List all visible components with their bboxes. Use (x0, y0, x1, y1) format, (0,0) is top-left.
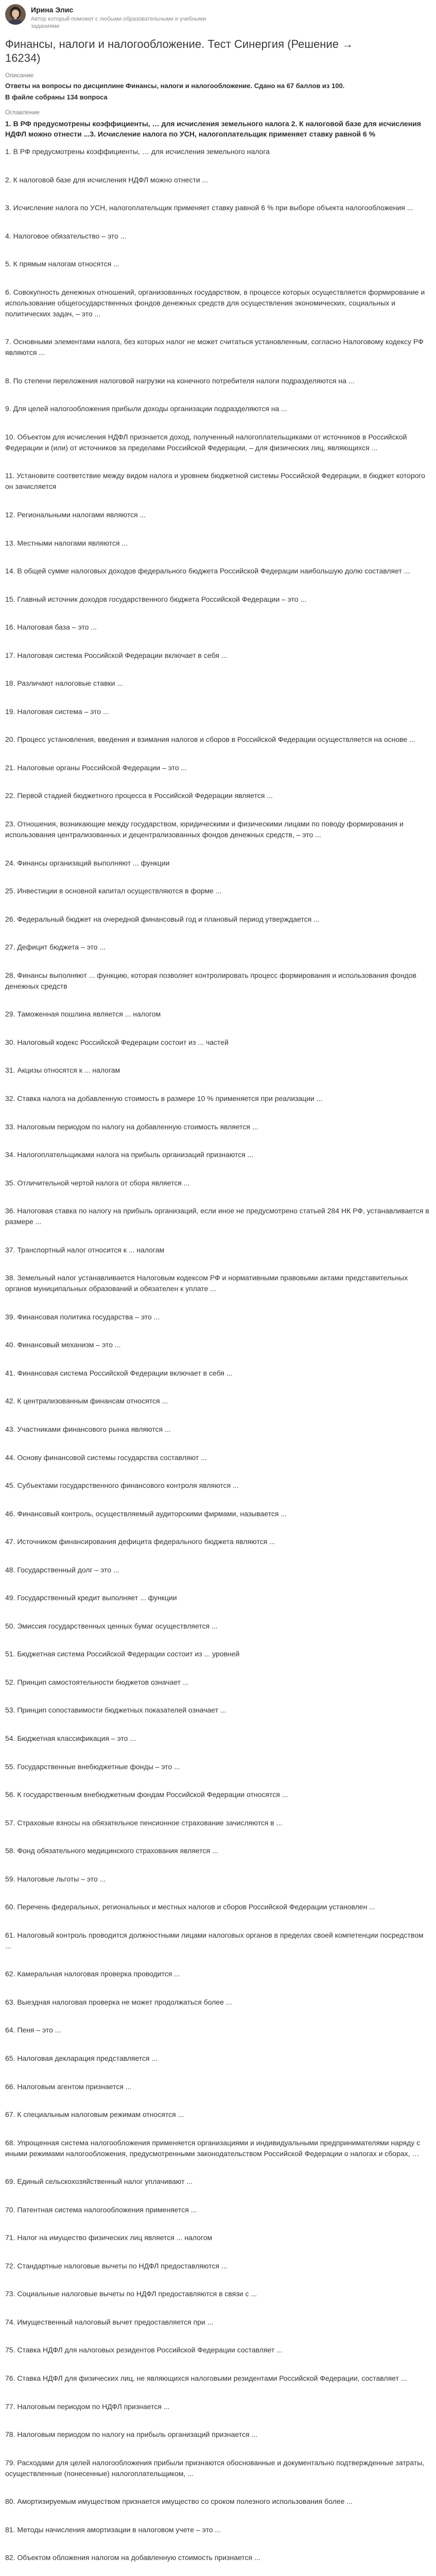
toc-item: 39. Финансовая политика государства – это ... (5, 1312, 160, 1321)
toc-item: 2. К налоговой базе для исчисления НДФЛ можно отнести ... (5, 175, 208, 184)
toc-item: 67. К специальным налоговым режимам относятся ... (5, 2110, 184, 2119)
author-info (31, 4, 216, 30)
toc-item: 65. Налоговая декларация представляется ... (5, 2054, 158, 2062)
toc-item: 7. Основными элементами налога, без которых налог не может считаться установленным, согласно Налоговому кодексу РФ являются ... (5, 337, 424, 357)
toc-item: 9. Для целей налогообложения прибыли доходы организации подразделяются на ... (5, 404, 287, 413)
toc-item: 4. Налоговое обязательство – это ... (5, 231, 127, 240)
toc-item: 36. Налоговая ставка по налогу на прибыль организаций, если иное не предусмотрено статьей 284 НК РФ, устанавливается в размере ... (5, 1207, 429, 1226)
toc-item: 59. Налоговые льготы – это ... (5, 1874, 106, 1883)
toc-item: 38. Земельный налог устанавливается Налоговым кодексом РФ и нормативными правовыми актами представительных органов муниципальных образований и обязателен к уплате ... (5, 1274, 408, 1293)
contents-label: Оглавление (5, 109, 40, 116)
description-question-count: В файле собраны 134 вопроса (5, 93, 108, 101)
page-title: Финансы, налоги и налогообложение. Тест Синергия (Решение → 16234) (5, 38, 354, 64)
toc-item: 51. Бюджетная система Российской Федерации состоит из ... уровней (5, 1650, 240, 1658)
toc-item: 19. Налоговая система – это ... (5, 707, 109, 716)
toc-item: 6. Совокупность денежных отношений, организованных государством, в процессе которых осуществляется формирование и использование общегосударственных фондов денежных средств для осуществления экономических, социальных и политических задач, – это ... (5, 287, 425, 318)
toc-item: 78. Налоговым периодом по налогу на прибыль организаций признается ... (5, 2430, 258, 2439)
toc-item: 33. Налоговым периодом по налогу на добавленную стоимость является ... (5, 1122, 258, 1131)
toc-item: 47. Источником финансирования дефицита федерального бюджета являются ... (5, 1537, 275, 1546)
toc-item: 76. Ставка НДФЛ для физических лиц, не являющихся налоговыми резидентами Российской Федерации, составляет ... (5, 2374, 407, 2383)
toc-item: 35. Отличительной чертой налога от сбора является ... (5, 1178, 190, 1187)
toc-item: 75. Ставка НДФЛ для налоговых резидентов Российской Федерации составляет ... (5, 2346, 283, 2354)
toc-item: 72. Стандартные налоговые вычеты по НДФЛ предоставляются ... (5, 2261, 228, 2270)
toc-item: 55. Государственные внебюджетные фонды – это ... (5, 1762, 180, 1771)
toc-item: 17. Налоговая система Российской Федерации включает в себя ... (5, 651, 228, 659)
toc-item: 1. В РФ предусмотрены коэффициенты, … для исчисления земельного налога (5, 147, 270, 156)
toc-item: 49. Государственный кредит выполняет ... функции (5, 1594, 177, 1602)
toc-item: 81. Методы начисления амортизации в налоговом учете – это ... (5, 2525, 221, 2534)
toc-item: 44. Основу финансовой системы государства составляют ... (5, 1453, 207, 1462)
toc-item: 58. Фонд обязательного медицинского страхования является ... (5, 1846, 218, 1855)
toc-item: 60. Перечень федеральных, региональных и местных налогов и сборов Российской Федерации установлен ... (5, 1903, 375, 1911)
toc-item: 28. Финансы выполняют ... функцию, которая позволяет контролировать процесс формирования и использования фондов денежных средств (5, 971, 416, 990)
toc-item: 66. Налоговым агентом признается ... (5, 2082, 132, 2091)
toc-item: 34. Налогоплательщиками налога на прибыль организаций признаются ... (5, 1150, 254, 1159)
toc-item: 20. Процесс установления, введения и взимания налогов и сборов в Российской Федерации осуществляется на основе ... (5, 735, 415, 744)
toc-item: 80. Амортизируемым имуществом признается имущество со сроком полезного использования более ... (5, 2497, 353, 2506)
toc-item: 74. Имущественный налоговый вычет предоставляется при ... (5, 2317, 214, 2326)
avatar-photo (5, 4, 26, 25)
toc-item: 29. Таможенная пошлина является ... налогом (5, 1010, 161, 1019)
author-name[interactable]: Ирина Элис (31, 6, 74, 14)
toc-item: 12. Региональными налогами являются ... (5, 511, 146, 519)
toc-item: 62. Камеральная налоговая проверка проводится ... (5, 1970, 180, 1978)
toc-item: 48. Государственный долг – это ... (5, 1565, 119, 1574)
toc-item: 73. Социальные налоговые вычеты по НДФЛ предоставляются в связи с ... (5, 2290, 257, 2298)
toc-item: 64. Пеня – это ... (5, 2026, 61, 2035)
description-text: Ответы на вопросы по дисциплине Финансы, налоги и налогообложение. Сдано на 67 баллов из 100. (5, 82, 345, 90)
toc-item: 27. Дефицит бюджета – это ... (5, 943, 106, 952)
toc-item: 42. К централизованным финансам относятся ... (5, 1397, 168, 1405)
toc-item: 31. Акцизы относятся к ... налогам (5, 1066, 120, 1075)
contents-summary: 1. В РФ предусмотрены коэффициенты, … для исчисления земельного налога 2. К налоговой базе для исчисления НДФЛ можно отнести ...3. Исчисление налога по УСН, налогоплательщик применяет ставку равной 6 % (5, 120, 421, 138)
toc-item: 71. Налог на имущество физических лиц является ... налогом (5, 2233, 213, 2242)
toc-item: 13. Местными налогами являются ... (5, 538, 128, 547)
toc-item: 37. Транспортный налог относится к ... налогам (5, 1245, 165, 1254)
toc-item: 82. Объектом обложения налогом на добавленную стоимость признается ... (5, 2553, 260, 2562)
contents-list (5, 146, 431, 2576)
toc-item: 43. Участниками финансового рынка являются ... (5, 1425, 171, 1433)
toc-item: 52. Принцип самостоятельности бюджетов означает ... (5, 1677, 189, 1686)
toc-item: 63. Выездная налоговая проверка не может продолжаться более ... (5, 1997, 232, 2006)
toc-item: 18. Различают налоговые ставки ... (5, 679, 124, 688)
toc-item: 22. Первой стадией бюджетного процесса в Российской Федерации является ... (5, 791, 273, 800)
toc-item: 56. К государственным внебюджетным фондам Российской Федерации относятся ... (5, 1790, 288, 1799)
author-block (5, 4, 431, 30)
toc-item: 16. Налоговая база – это ... (5, 623, 97, 632)
toc-item: 24. Финансы организаций выполняют ... функции (5, 858, 170, 867)
toc-item: 30. Налоговый кодекс Российской Федерации состоит из ... частей (5, 1038, 229, 1046)
toc-item: 68. Упрощенная система налогообложения применяется организациями и индивидуальными предпринимателями наряду с иными режимами налогообложения, предусмотренными законодательством Российской Федерации о налогах и сборах, … (5, 2138, 421, 2158)
toc-item: 25. Инвестиции в основной капитал осуществляются в форме ... (5, 887, 222, 895)
toc-item: 45. Субъектами государственного финансового контроля являются ... (5, 1481, 239, 1490)
toc-item: 14. В общей сумме налоговых доходов федерального бюджета Российской Федерации наибольшую долю составляет ... (5, 567, 410, 575)
toc-item: 61. Налоговый контроль проводится должностными лицами налоговых органов в пределах своей компетенции посредством ... (5, 1930, 424, 1950)
toc-item: 3. Исчисление налога по УСН, налогоплательщик применяет ставку равной 6 % при выборе объекта налогообложения ... (5, 204, 413, 212)
toc-item: 32. Ставка налога на добавленную стоимость в размере 10 % применяется при реализации ... (5, 1094, 323, 1103)
toc-item: 50. Эмиссия государственных ценных бумаг осуществляется ... (5, 1621, 218, 1630)
toc-item: 10. Объектом для исчисления НДФЛ признается доход, полученный налогоплательщиками от источников в Российской Федерации и (или) от источников за пределами Российской Федерации, – для физических лиц, являющихся ... (5, 432, 407, 452)
toc-item: 53. Принцип сопоставимости бюджетных показателей означает ... (5, 1706, 226, 1715)
toc-item: 23. Отношения, возникающие между государством, юридическими и физическими лицами по поводу формирования и использования централизованных и децентрализованных фондов денежных средств, – это ... (5, 820, 404, 839)
toc-item: 11. Установите соответствие между видом налога и уровнем бюджетной системы Российской Федерации, в бюджет которого он зачисляется (5, 471, 425, 491)
toc-item: 21. Налоговые органы Российской Федерации – это ... (5, 763, 187, 772)
toc-item: 70. Патентная система налогообложения применяется ... (5, 2205, 197, 2214)
toc-item: 41. Финансовая система Российской Федерации включает в себя ... (5, 1368, 233, 1377)
author-avatar[interactable] (5, 4, 26, 25)
toc-item: 57. Страховые взносы на обязательное пенсионное страхование зачисляются в ... (5, 1818, 283, 1827)
toc-item: 5. К прямым налогам относятся ... (5, 260, 119, 268)
toc-item: 15. Главный источник доходов государственного бюджета Российской Федерации – это ... (5, 595, 307, 603)
toc-item: 54. Бюджетная классификация – это ... (5, 1734, 136, 1742)
toc-item: 79. Расходами для целей налогообложения прибыли признаются обоснованные и документально подтвержденные затраты, осуществленные (понесенные) налогоплательщиком, ... (5, 2458, 425, 2478)
description-label: Описание (5, 72, 34, 79)
toc-item: 40. Финансовый механизм – это ... (5, 1341, 121, 1349)
toc-item: 8. По степени переложения налоговой нагрузки на конечного потребителя налоги подразделяются на ... (5, 376, 355, 385)
toc-item: 46. Финансовый контроль, осуществляемый аудиторскими фирмами, называется ... (5, 1509, 287, 1518)
toc-item: 69. Единый сельскохозяйственный налог уплачивают ... (5, 2177, 193, 2186)
toc-item: 26. Федеральный бюджет на очередной финансовый год и плановый период утверждается ... (5, 914, 320, 923)
author-tagline: Автор который поможет с любыми образовательными и учебными заданиями (31, 16, 206, 29)
toc-item: 77. Налоговым периодом по НДФЛ признается ... (5, 2402, 170, 2411)
